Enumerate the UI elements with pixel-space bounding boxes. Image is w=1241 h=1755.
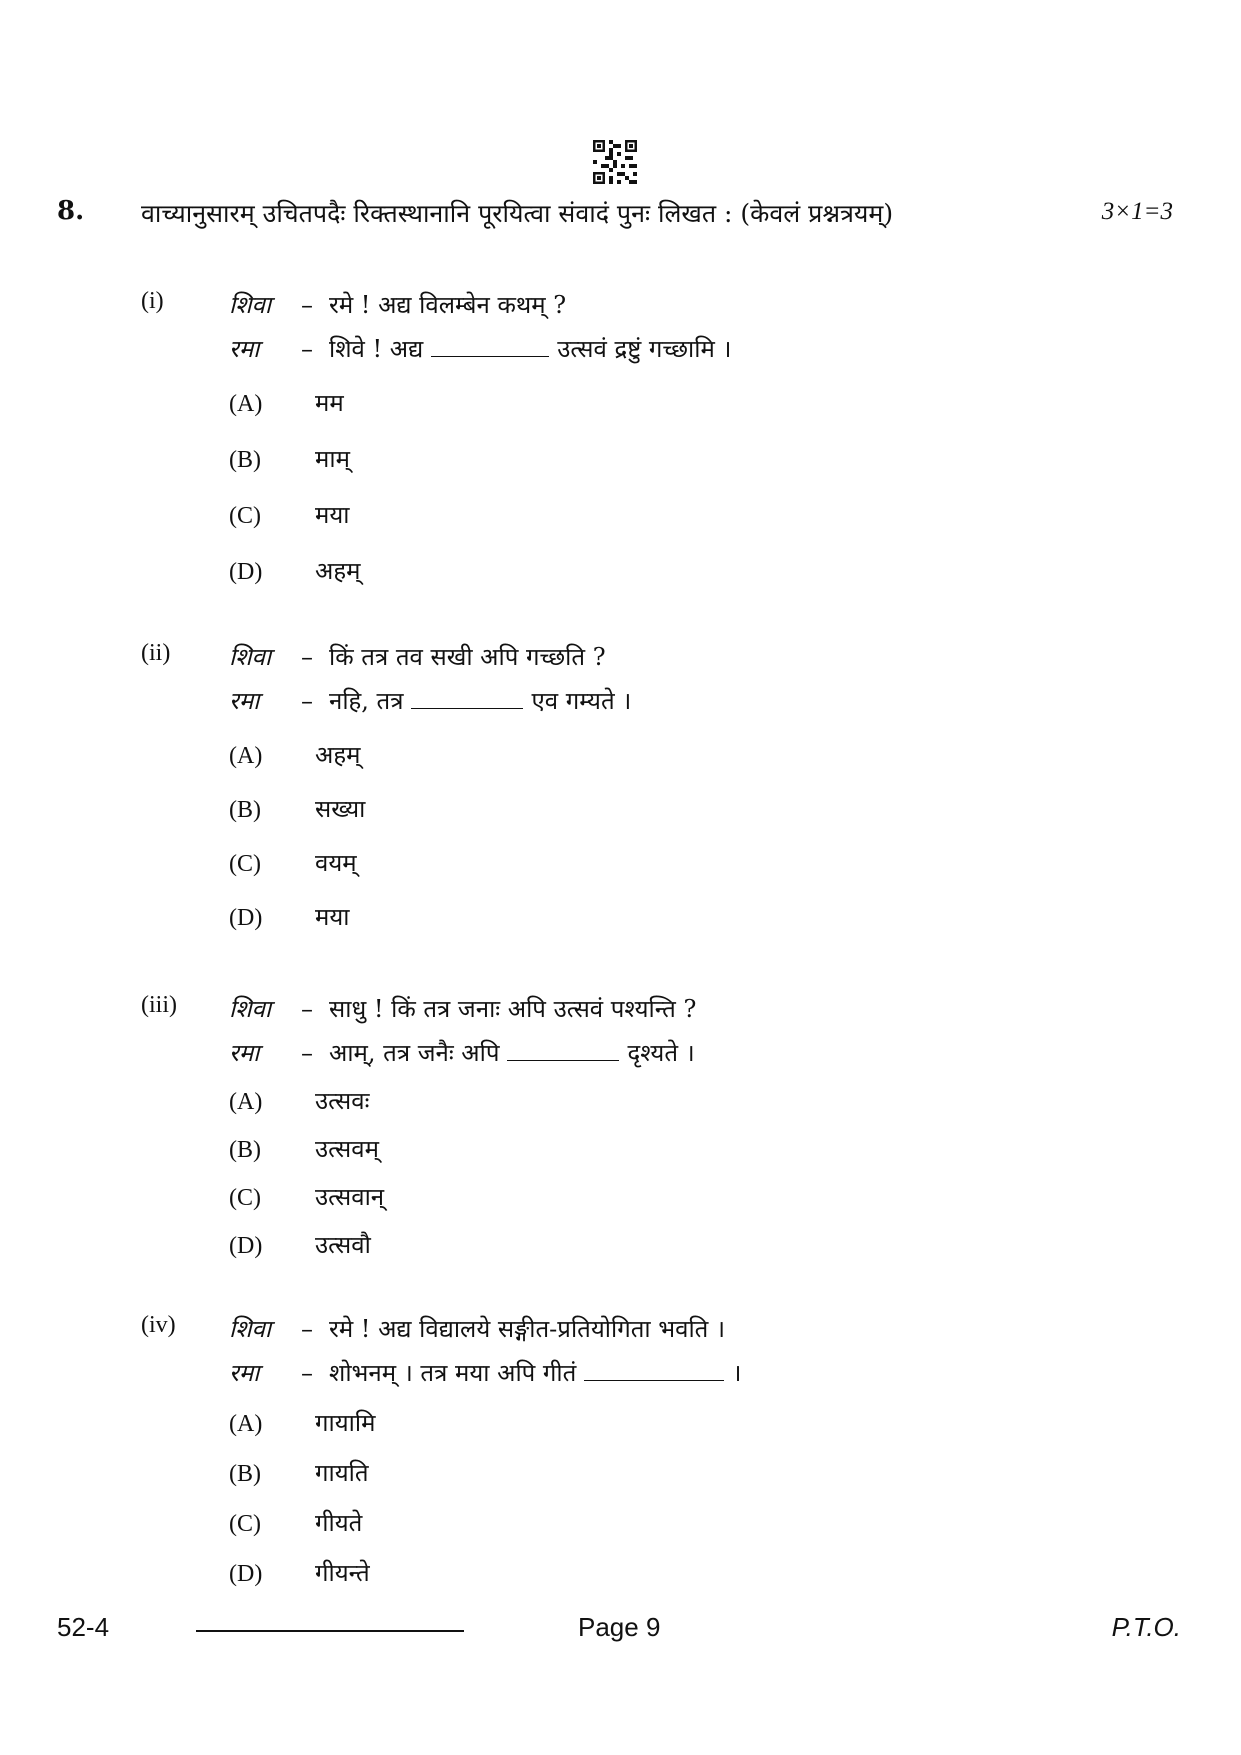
option[interactable] [229,792,365,825]
speaker-name: रमा [229,1039,260,1067]
speaker-name: रमा [229,335,260,363]
dialogue-line [229,288,566,321]
subquestion-number: (iv) [141,1312,176,1338]
dialogue-text: एव गम्यते । [531,687,632,715]
option-letter: (C) [229,1511,261,1537]
option-letter: (A) [229,391,263,417]
speaker-name: शिवा [229,643,272,671]
speaker-name: रमा [229,1359,260,1387]
option[interactable] [229,1132,379,1165]
option[interactable] [229,498,350,531]
option[interactable] [229,1556,370,1589]
dialogue-line [229,1356,741,1389]
dash: – [301,1315,313,1343]
dash: – [301,687,313,715]
dialogue-text: शिवे ! अद्य [329,335,424,363]
dash: – [301,291,313,319]
dialogue-line [229,332,732,365]
option-text: अहम् [315,557,361,585]
dash: – [301,995,313,1023]
speaker-name: शिवा [229,1315,272,1343]
subquestion-number: (i) [141,288,164,314]
option-text: सख्या [315,795,366,823]
dash: – [301,1359,313,1387]
option[interactable] [229,1180,384,1213]
option[interactable] [229,554,360,587]
question-number: 8. [57,196,85,226]
dialogue-text: आम्, तत्र जनैः अपि [329,1039,500,1067]
option-letter: (B) [229,797,261,823]
option-letter: (B) [229,447,261,473]
dash: – [301,643,313,671]
subquestion-number: (ii) [141,640,171,666]
option[interactable] [229,1406,375,1439]
dialogue-text: रमे ! अद्य विद्यालये सङ्गीत-प्रतियोगिता भवति । [329,1315,726,1343]
dash: – [301,335,313,363]
option-text: मम [315,389,344,417]
fill-blank [507,1042,619,1061]
option[interactable] [229,738,360,771]
option-text: उत्सवौ [315,1231,371,1259]
speaker-name: शिवा [229,291,272,319]
option-letter: (B) [229,1461,261,1487]
option-text: वयम् [315,849,357,877]
option-letter: (C) [229,1185,261,1211]
option-letter: (A) [229,743,263,769]
option[interactable] [229,1506,362,1539]
dialogue-text: साधु ! किं तत्र जनाः अपि उत्सवं पश्यन्ति ? [329,995,697,1023]
option-letter: (D) [229,1233,263,1259]
option-text: मया [315,903,350,931]
option-letter: (A) [229,1089,263,1115]
dash: – [301,1039,313,1067]
option-text: उत्सवः [315,1087,370,1115]
option[interactable] [229,1228,371,1261]
option-text: गीयन्ते [315,1559,370,1587]
option-letter: (C) [229,503,261,529]
option-letter: (D) [229,905,263,931]
dialogue-line [229,684,631,717]
dialogue-line [229,1312,725,1345]
option-letter: (C) [229,851,261,877]
option-text: मया [315,501,350,529]
dialogue-line [229,640,606,673]
option-text: उत्सवान् [315,1183,385,1211]
option-letter: (D) [229,559,263,585]
option-letter: (D) [229,1561,263,1587]
dialogue-text: किं तत्र तव सखी अपि गच्छति ? [329,643,606,671]
paper-code: 52-4 [57,1612,110,1642]
option-text: गीयते [315,1509,363,1537]
dialogue-text: रमे ! अद्य विलम्बेन कथम् ? [329,291,567,319]
dialogue-text: उत्सवं द्रष्टुं गच्छामि । [557,335,732,363]
option[interactable] [229,1456,369,1489]
option-letter: (B) [229,1137,261,1163]
qr-code-icon [593,140,637,184]
option[interactable] [229,1084,369,1117]
fill-blank [411,690,523,709]
option-text: अहम् [315,741,361,769]
fill-blank [584,1362,724,1381]
question-marks: 3×1=3 [1101,198,1173,225]
dialogue-text: दृश्यते । [627,1039,695,1067]
speaker-name: रमा [229,687,260,715]
option-text: माम् [315,445,350,473]
dialogue-line [229,1036,695,1069]
dialogue-line [229,992,696,1025]
dialogue-text: नहि, तत्र [329,687,404,715]
option-text: उत्सवम् [315,1135,379,1163]
option[interactable] [229,386,344,419]
subquestion-number: (iii) [141,992,177,1018]
footer-divider [196,1630,464,1632]
question-instruction: वाच्यानुसारम् उचितपदैः रिक्तस्थानानि पूरयित्वा संवादं पुनः लिखत : (केवलं प्रश्नत्रयम्) [141,199,894,228]
option[interactable] [229,900,350,933]
option-letter: (A) [229,1411,263,1437]
please-turn-over: P.T.O. [1111,1612,1181,1642]
dialogue-text: । [732,1359,742,1387]
fill-blank [431,338,549,357]
option-text: गायति [315,1459,369,1487]
option[interactable] [229,846,357,879]
option[interactable] [229,442,350,475]
dialogue-text: शोभनम् । तत्र मया अपि गीतं [329,1359,577,1387]
speaker-name: शिवा [229,995,272,1023]
page-number: Page 9 [578,1612,661,1642]
option-text: गायामि [315,1409,376,1437]
